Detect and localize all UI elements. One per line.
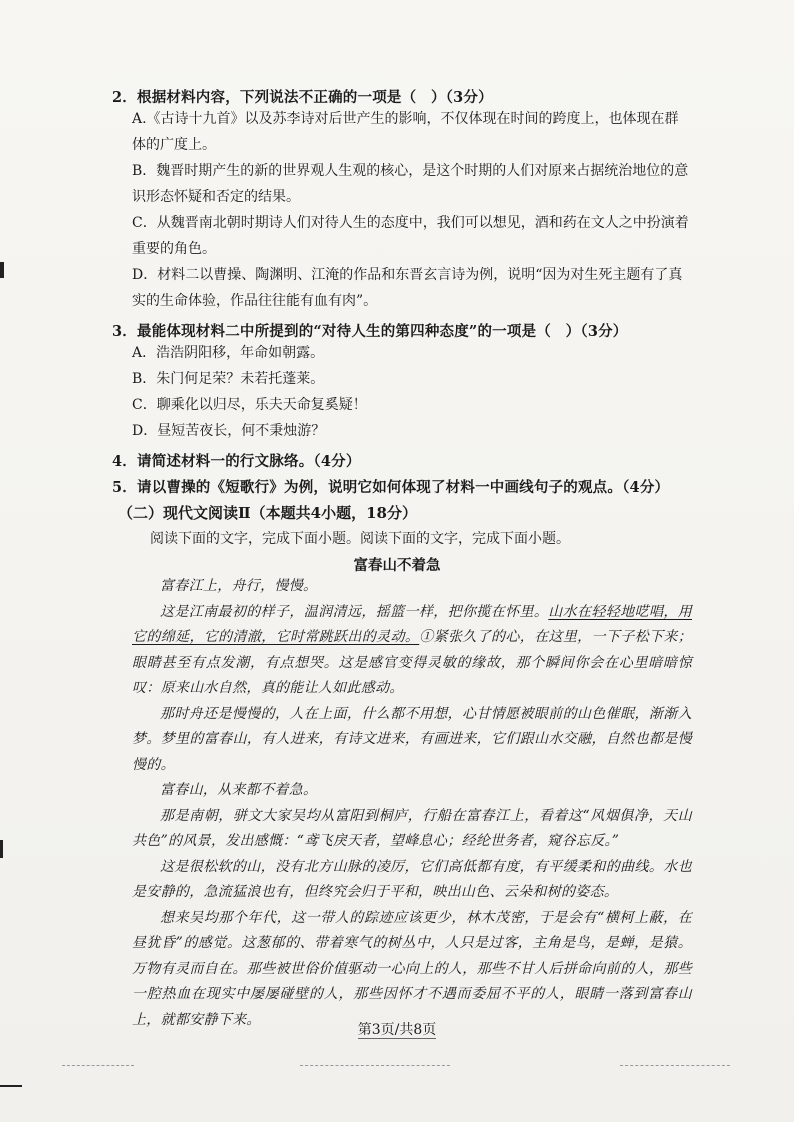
divider xyxy=(300,1065,450,1067)
essay-title: 富春山不着急 xyxy=(353,557,441,574)
section-heading: （二）现代文阅读Ⅱ（本题共4小题，18分） xyxy=(118,504,417,522)
essay-paragraph: 那时舟还是慢慢的，人在上面，什么都不用想，心甘情愿被眼前的山色催眠，渐渐入梦。梦里的富春山，有人进来，有诗文进来，有画进来，它们跟山水交融，自然也都是慢慢的。 xyxy=(132,705,692,773)
question-2-option-a: A.《古诗十九首》以及苏李诗对后世产生的影响，不仅体现在时间的跨度上，也体现在群体的广度上。 xyxy=(132,111,679,153)
question-2-option-d: D．材料二以曹操、陶渊明、江淹的作品和东晋玄言诗为例，说明“因为对生死主题有了真实的生命体验，作品往往能有血有肉”。 xyxy=(132,267,683,309)
question-3-option-c: C．聊乘化以归尽，乐夫天命复奚疑！ xyxy=(132,397,367,413)
essay-paragraph xyxy=(132,600,692,702)
question-4: 4．请简述材料一的行文脉络。（4分） xyxy=(112,453,361,470)
question-2-option-b: B．魏晋时期产生的新的世界观人生观的核心，是这个时期的人们对原来占据统治地位的意识形态怀疑和否定的结果。 xyxy=(132,163,689,205)
underlined-sentence: 山水在轻轻地呓唱，用它的绵延，它的清澈，它时常跳跃出的灵动。 xyxy=(132,603,693,645)
essay-text: ①紧张久了的心，在这里，一下子松下来；眼睛甚至有点发潮，有点想哭。这是感官变得灵敏的缘故，那个瞬间你会在心里暗暗惊叹：原来山水自然，真的能让人如此感动。 xyxy=(132,629,693,696)
divider xyxy=(620,1065,730,1067)
question-3-option-a: A．浩浩阴阳移，年命如朝露。 xyxy=(132,345,325,361)
margin-mark xyxy=(0,840,3,858)
page-footer xyxy=(0,1019,794,1039)
divider xyxy=(62,1065,134,1067)
question-3-stem: 3．最能体现材料二中所提到的“对待人生的第四种态度”的一项是（ ）（3分） xyxy=(112,323,628,340)
question-5: 5．请以曹操的《短歌行》为例，说明它如何体现了材料一中画线句子的观点。（4分） xyxy=(112,479,670,496)
margin-mark xyxy=(0,262,4,278)
page-number: 第3页/共8页 xyxy=(357,1022,437,1038)
essay-text: 这是江南最初的样子，温润清远，摇篮一样，把你揽在怀里。 xyxy=(160,603,549,620)
question-2-stem: 2．根据材料内容，下列说法不正确的一项是（ ）（3分） xyxy=(112,89,493,106)
essay-paragraph: 那是南朝，骈文大家吴均从富阳到桐庐，行船在富春江上，看着这“风烟俱净，天山共色”的风景，发出感慨：“鸢飞戾天者，望峰息心；经纶世务者，窥谷忘反。” xyxy=(132,807,692,849)
essay-paragraph: 这是很松软的山，没有北方山脉的凌厉，它们高低都有度，有平缓柔和的曲线。水也是安静的，急流猛浪也有，但终究会归于平和，映出山色、云朵和树的姿态。 xyxy=(132,858,692,900)
question-2-option-c: C．从魏晋南北朝时期诗人们对待人生的态度中，我们可以想见，酒和药在文人之中扮演着重要的角色。 xyxy=(132,215,689,257)
question-3-option-d: D．昼短苦夜长，何不秉烛游？ xyxy=(132,423,326,439)
essay-body xyxy=(132,574,692,1033)
essay-paragraph: 富春山，从来都不着急。 xyxy=(160,782,318,798)
essay-paragraph: 想来吴均那个年代，这一带人的踪迹应该更少，林木茂密，于是会有“横柯上蔽，在昼犹昏”的感觉。这葱郁的、带着寒气的树丛中，人只是过客，主角是鸟，是蝉，是猿。万物有灵而自在。那些被世俗价值驱动一心向上的人，那些不甘人后拼命向前的人，那些一腔热血在现实中屡屡碰壁的人，那些因怀才不遇而委屈不平的人，眼睛一落到富春山上，就都安静下来。 xyxy=(132,909,692,1028)
essay-paragraph: 富春江上，舟行，慢慢。 xyxy=(160,578,318,594)
question-3-option-b: B．朱门何足荣？未若托蓬莱。 xyxy=(132,371,325,387)
section-intro: 阅读下面的文字，完成下面小题。阅读下面的文字，完成下面小题。 xyxy=(150,531,570,547)
margin-mark xyxy=(0,1085,22,1087)
